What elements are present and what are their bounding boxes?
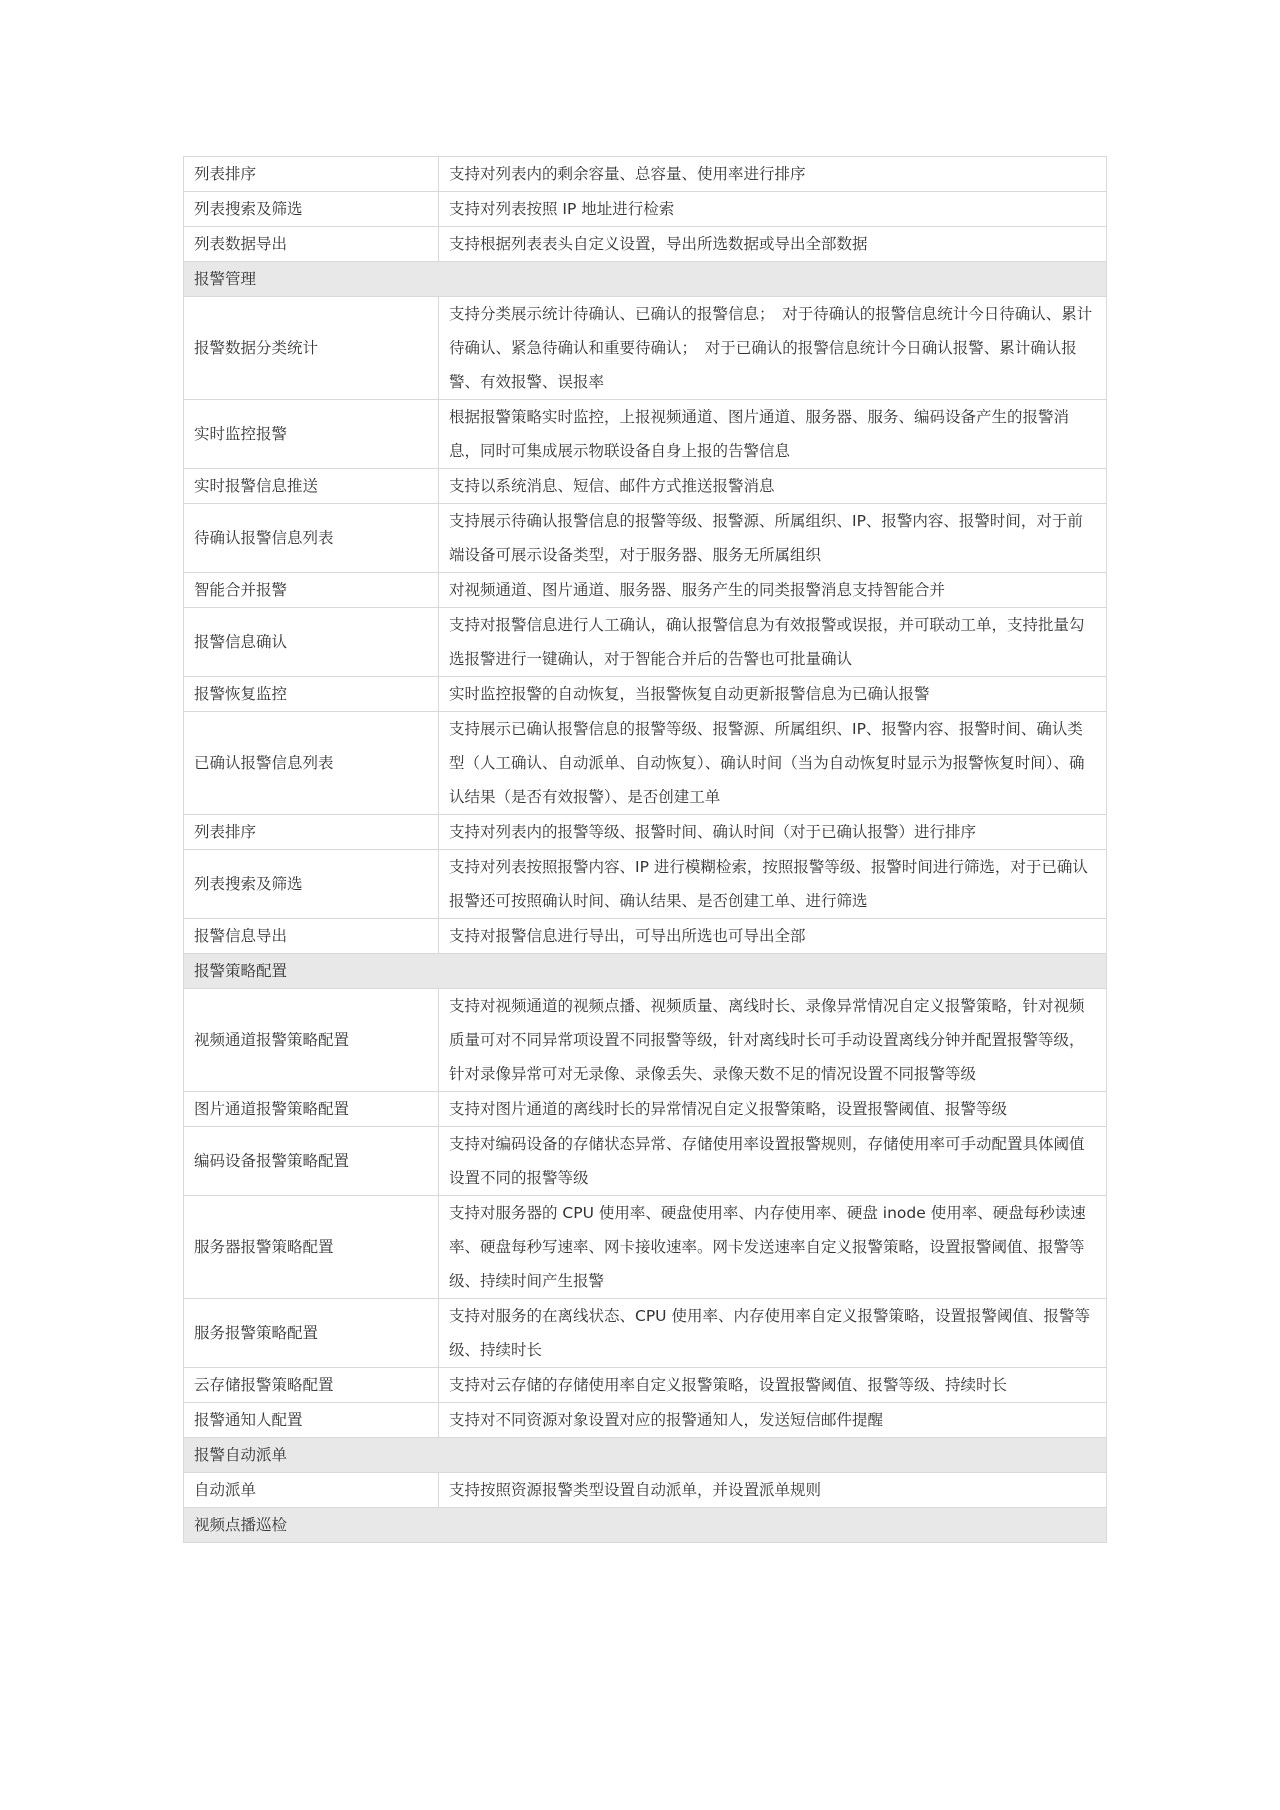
feature-description-cell: 支持对报警信息进行人工确认，确认报警信息为有效报警或误报，并可联动工单，支持批量勾选报警进行一键确认，对于智能合并后的告警也可批量确认 — [439, 608, 1107, 677]
table-row — [184, 469, 1107, 504]
feature-name-cell: 服务报警策略配置 — [184, 1299, 439, 1368]
table-row — [184, 989, 1107, 1092]
table-row — [184, 400, 1107, 469]
section-header-row — [184, 1508, 1107, 1543]
feature-spec-table — [183, 156, 1107, 1543]
feature-description-cell: 支持对报警信息进行导出，可导出所选也可导出全部 — [439, 919, 1107, 954]
feature-description-cell: 对视频通道、图片通道、服务器、服务产生的同类报警消息支持智能合并 — [439, 573, 1107, 608]
table-row — [184, 297, 1107, 400]
feature-name-cell: 列表数据导出 — [184, 227, 439, 262]
feature-name-cell: 列表搜索及筛选 — [184, 850, 439, 919]
feature-description-cell: 支持展示已确认报警信息的报警等级、报警源、所属组织、IP、报警内容、报警时间、确认类型（人工确认、自动派单、自动恢复）、确认时间（当为自动恢复时显示为报警恢复时间）、确认结果（是否有效报警）、是否创建工单 — [439, 712, 1107, 815]
feature-name-cell: 已确认报警信息列表 — [184, 712, 439, 815]
feature-name-cell: 智能合并报警 — [184, 573, 439, 608]
feature-description-cell: 支持对云存储的存储使用率自定义报警策略，设置报警阈值、报警等级、持续时长 — [439, 1368, 1107, 1403]
feature-name-cell: 实时监控报警 — [184, 400, 439, 469]
table-row — [184, 1403, 1107, 1438]
feature-name-cell: 图片通道报警策略配置 — [184, 1092, 439, 1127]
feature-description-cell: 支持对列表按照 IP 地址进行检索 — [439, 192, 1107, 227]
feature-description-cell: 支持对列表内的报警等级、报警时间、确认时间（对于已确认报警）进行排序 — [439, 815, 1107, 850]
feature-description-cell: 支持对视频通道的视频点播、视频质量、离线时长、录像异常情况自定义报警策略，针对视频质量可对不同异常项设置不同报警等级，针对离线时长可手动设置离线分钟并配置报警等级，针对录像异常可对无录像、录像丢失、录像天数不足的情况设置不同报警等级 — [439, 989, 1107, 1092]
feature-spec-table-body — [184, 157, 1107, 1543]
feature-description-cell: 支持对不同资源对象设置对应的报警通知人，发送短信邮件提醒 — [439, 1403, 1107, 1438]
feature-description-cell: 支持根据列表表头自定义设置，导出所选数据或导出全部数据 — [439, 227, 1107, 262]
feature-description-cell: 根据报警策略实时监控，上报视频通道、图片通道、服务器、服务、编码设备产生的报警消息，同时可集成展示物联设备自身上报的告警信息 — [439, 400, 1107, 469]
feature-name-cell: 待确认报警信息列表 — [184, 504, 439, 573]
feature-description-cell: 支持按照资源报警类型设置自动派单，并设置派单规则 — [439, 1473, 1107, 1508]
feature-description-cell: 支持对图片通道的离线时长的异常情况自定义报警策略，设置报警阈值、报警等级 — [439, 1092, 1107, 1127]
feature-description-cell: 支持对列表按照报警内容、IP 进行模糊检索，按照报警等级、报警时间进行筛选，对于已确认报警还可按照确认时间、确认结果、是否创建工单、进行筛选 — [439, 850, 1107, 919]
table-row — [184, 608, 1107, 677]
feature-name-cell: 报警信息确认 — [184, 608, 439, 677]
feature-name-cell: 实时报警信息推送 — [184, 469, 439, 504]
table-row — [184, 192, 1107, 227]
table-row — [184, 504, 1107, 573]
table-row — [184, 1368, 1107, 1403]
feature-name-cell: 列表搜索及筛选 — [184, 192, 439, 227]
feature-description-cell: 支持分类展示统计待确认、已确认的报警信息； 对于待确认的报警信息统计今日待确认、累计待确认、紧急待确认和重要待确认； 对于已确认的报警信息统计今日确认报警、累计确认报警、有效报警、误报率 — [439, 297, 1107, 400]
feature-name-cell: 报警数据分类统计 — [184, 297, 439, 400]
table-row — [184, 919, 1107, 954]
table-row — [184, 815, 1107, 850]
section-header-row — [184, 1438, 1107, 1473]
feature-name-cell: 编码设备报警策略配置 — [184, 1127, 439, 1196]
feature-description-cell: 支持对服务器的 CPU 使用率、硬盘使用率、内存使用率、硬盘 inode 使用率、硬盘每秒读速率、硬盘每秒写速率、网卡接收速率。网卡发送速率自定义报警策略，设置报警阈值、报警等级、持续时间产生报警 — [439, 1196, 1107, 1299]
feature-name-cell: 报警恢复监控 — [184, 677, 439, 712]
feature-name-cell: 列表排序 — [184, 157, 439, 192]
section-header-row — [184, 262, 1107, 297]
table-row — [184, 1092, 1107, 1127]
table-row — [184, 712, 1107, 815]
feature-description-cell: 支持展示待确认报警信息的报警等级、报警源、所属组织、IP、报警内容、报警时间，对于前端设备可展示设备类型，对于服务器、服务无所属组织 — [439, 504, 1107, 573]
section-title: 报警自动派单 — [184, 1438, 1107, 1473]
feature-description-cell: 支持以系统消息、短信、邮件方式推送报警消息 — [439, 469, 1107, 504]
feature-name-cell: 自动派单 — [184, 1473, 439, 1508]
section-header-row — [184, 954, 1107, 989]
feature-description-cell: 实时监控报警的自动恢复，当报警恢复自动更新报警信息为已确认报警 — [439, 677, 1107, 712]
feature-name-cell: 报警通知人配置 — [184, 1403, 439, 1438]
feature-name-cell: 报警信息导出 — [184, 919, 439, 954]
feature-name-cell: 视频通道报警策略配置 — [184, 989, 439, 1092]
table-row — [184, 677, 1107, 712]
table-row — [184, 850, 1107, 919]
feature-description-cell: 支持对服务的在离线状态、CPU 使用率、内存使用率自定义报警策略，设置报警阈值、报警等级、持续时长 — [439, 1299, 1107, 1368]
table-row — [184, 227, 1107, 262]
section-title: 报警管理 — [184, 262, 1107, 297]
feature-name-cell: 云存储报警策略配置 — [184, 1368, 439, 1403]
table-row — [184, 1196, 1107, 1299]
table-row — [184, 157, 1107, 192]
section-title: 报警策略配置 — [184, 954, 1107, 989]
table-row — [184, 1127, 1107, 1196]
table-row — [184, 1473, 1107, 1508]
feature-name-cell: 服务器报警策略配置 — [184, 1196, 439, 1299]
section-title: 视频点播巡检 — [184, 1508, 1107, 1543]
table-row — [184, 1299, 1107, 1368]
table-row — [184, 573, 1107, 608]
feature-description-cell: 支持对编码设备的存储状态异常、存储使用率设置报警规则，存储使用率可手动配置具体阈值设置不同的报警等级 — [439, 1127, 1107, 1196]
feature-name-cell: 列表排序 — [184, 815, 439, 850]
feature-description-cell: 支持对列表内的剩余容量、总容量、使用率进行排序 — [439, 157, 1107, 192]
